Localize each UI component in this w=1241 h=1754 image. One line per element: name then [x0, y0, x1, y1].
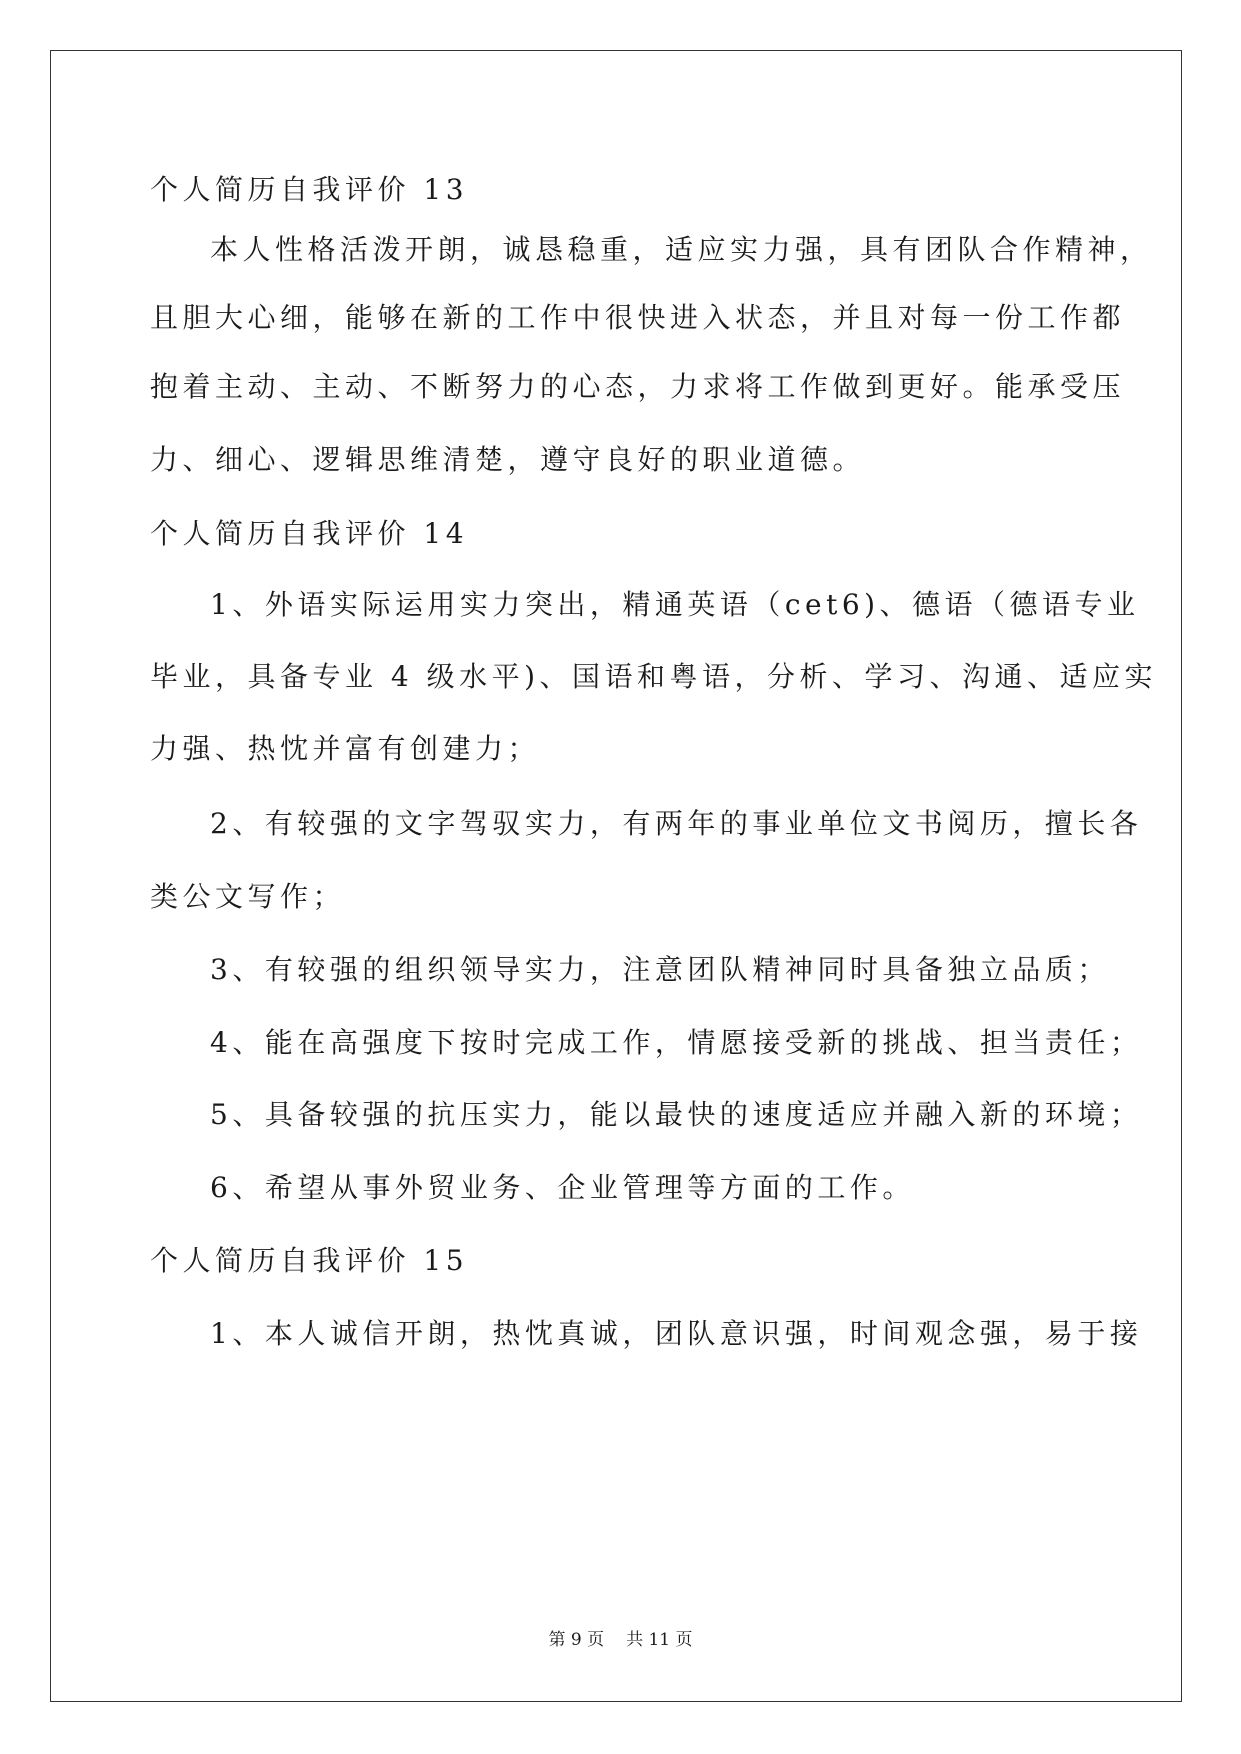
list-item-line: 5、具备较强的抗压实力，能以最快的速度适应并融入新的环境；: [210, 1098, 1143, 1131]
list-item-line: 3、有较强的组织领导实力，注意团队精神同时具备独立品质；: [210, 953, 1110, 986]
section-heading-13: 个人简历自我评价 13: [150, 173, 469, 206]
page-total: 共 11 页: [626, 1630, 693, 1650]
section-heading-15: 个人简历自我评价 15: [150, 1244, 469, 1277]
paragraph-line: 抱着主动、主动、不断努力的心态，力求将工作做到更好。能承受压: [150, 370, 1126, 403]
list-item-line: 毕业，具备专业 4 级水平)、国语和粤语，分析、学习、沟通、适应实: [150, 660, 1158, 693]
paragraph-line: 力、细心、逻辑思维清楚，遵守良好的职业道德。: [150, 443, 866, 476]
section-heading-14: 个人简历自我评价 14: [150, 517, 469, 550]
paragraph-line: 本人性格活泼开朗，诚恳稳重，适应实力强，具有团队合作精神，: [210, 233, 1153, 266]
list-item-line: 类公文写作；: [150, 880, 346, 913]
list-item-line: 6、希望从事外贸业务、企业管理等方面的工作。: [210, 1171, 915, 1204]
list-item-line: 力强、热忱并富有创建力；: [150, 732, 541, 765]
list-item-line: 1、本人诚信开朗，热忱真诚，团队意识强，时间观念强，易于接: [210, 1317, 1143, 1350]
paragraph-line: 且胆大心细，能够在新的工作中很快进入状态，并且对每一份工作都: [150, 301, 1126, 334]
page-footer: [0, 1628, 1241, 1652]
list-item-line: 4、能在高强度下按时完成工作，情愿接受新的挑战、担当责任；: [210, 1026, 1143, 1059]
page-number: 第 9 页: [548, 1630, 605, 1650]
list-item-line: 1、外语实际运用实力突出，精通英语（cet6)、德语（德语专业: [210, 588, 1140, 621]
list-item-line: 2、有较强的文字驾驭实力，有两年的事业单位文书阅历，擅长各: [210, 807, 1143, 840]
